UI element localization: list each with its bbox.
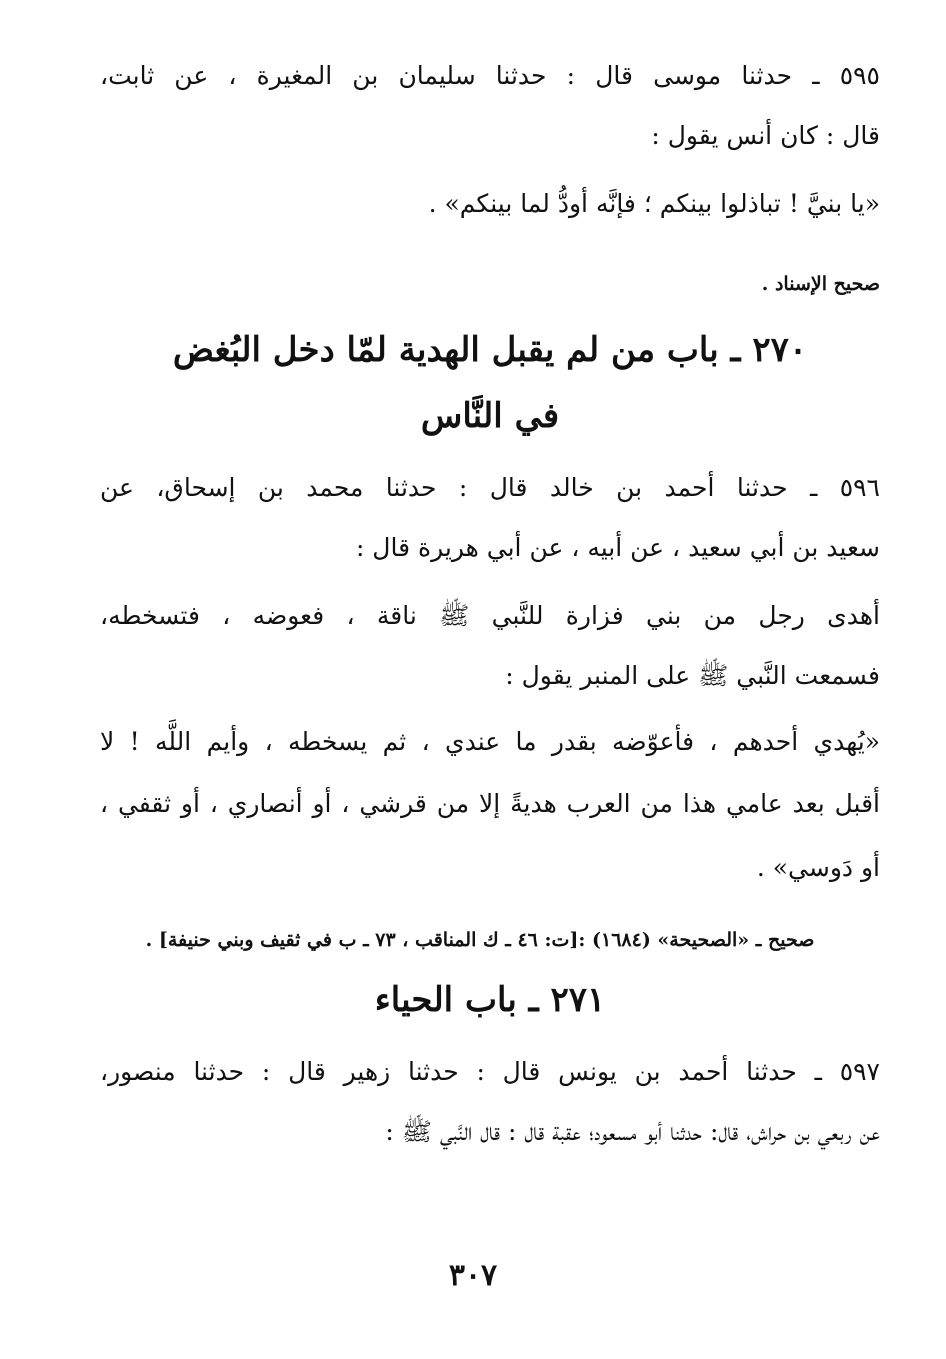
page-number: ٣٠٧ xyxy=(448,1258,498,1293)
hadith-596-line-6: أقبل بعد عامي هذا من العرب هديةً إلا من قرشي ، أو أنصاري ، أو ثقفي ، xyxy=(100,789,880,818)
hadith-595-text: «يا بنيَّ ! تباذلوا بينكم ؛ فإنَّه أودُّ لما بينكم» . xyxy=(428,189,880,218)
hadith-597-line-1: ٥٩٧ ـ حدثنا أحمد بن يونس قال : حدثنا زهير قال : حدثنا منصور، xyxy=(100,1057,880,1086)
hadith-595-grade: صحيح الإسناد . xyxy=(761,273,880,295)
hadith-596-line-5: «يُهدي أحدهم ، فأعوّضه بقدر ما عندي ، ثم يسخطه ، وأيم اللَّه ! لا xyxy=(100,727,880,756)
hadith-596-line-3: أهدى رجل من بني فزارة للنَّبي ﷺ ناقة ، فعوضه ، فتسخطه، xyxy=(100,601,880,630)
chapter-270-title: ٢٧٠ ـ باب من لم يقبل الهدية لمّا دخل البُغض xyxy=(172,330,808,370)
hadith-596-line-1: ٥٩٦ ـ حدثنا أحمد بن خالد قال : حدثنا محمد بن إسحاق، عن xyxy=(100,473,880,502)
hadith-595-line-1: ٥٩٥ ـ حدثنا موسى قال : حدثنا سليمان بن المغيرة ، عن ثابت، xyxy=(100,61,880,90)
chapter-270-title-continued: في النَّاس xyxy=(420,396,560,436)
hadith-596-line-2: سعيد بن أبي سعيد ، عن أبيه ، عن أبي هريرة قال : xyxy=(355,533,880,562)
hadith-595-line-2: قال : كان أنس يقول : xyxy=(651,121,880,150)
hadith-596-line-7: أو دَوسي» . xyxy=(756,853,880,882)
chapter-271-title: ٢٧١ ـ باب الحياء xyxy=(374,980,606,1020)
hadith-597-line-2: عن ربعي بن حراش، قال: حدثنا أبو مسعود؛ عقبة قال : قال النَّبي ﷺ : xyxy=(385,1117,880,1146)
hadith-596-grade: صحيح ـ «الصحيحة» (١٦٨٤) :[ت: ٤٦ ـ ك المناقب ، ٧٣ ـ ب في ثقيف وبني حنيفة] . xyxy=(145,929,815,951)
hadith-596-line-4: فسمعت النَّبي ﷺ على المنبر يقول : xyxy=(505,661,880,690)
